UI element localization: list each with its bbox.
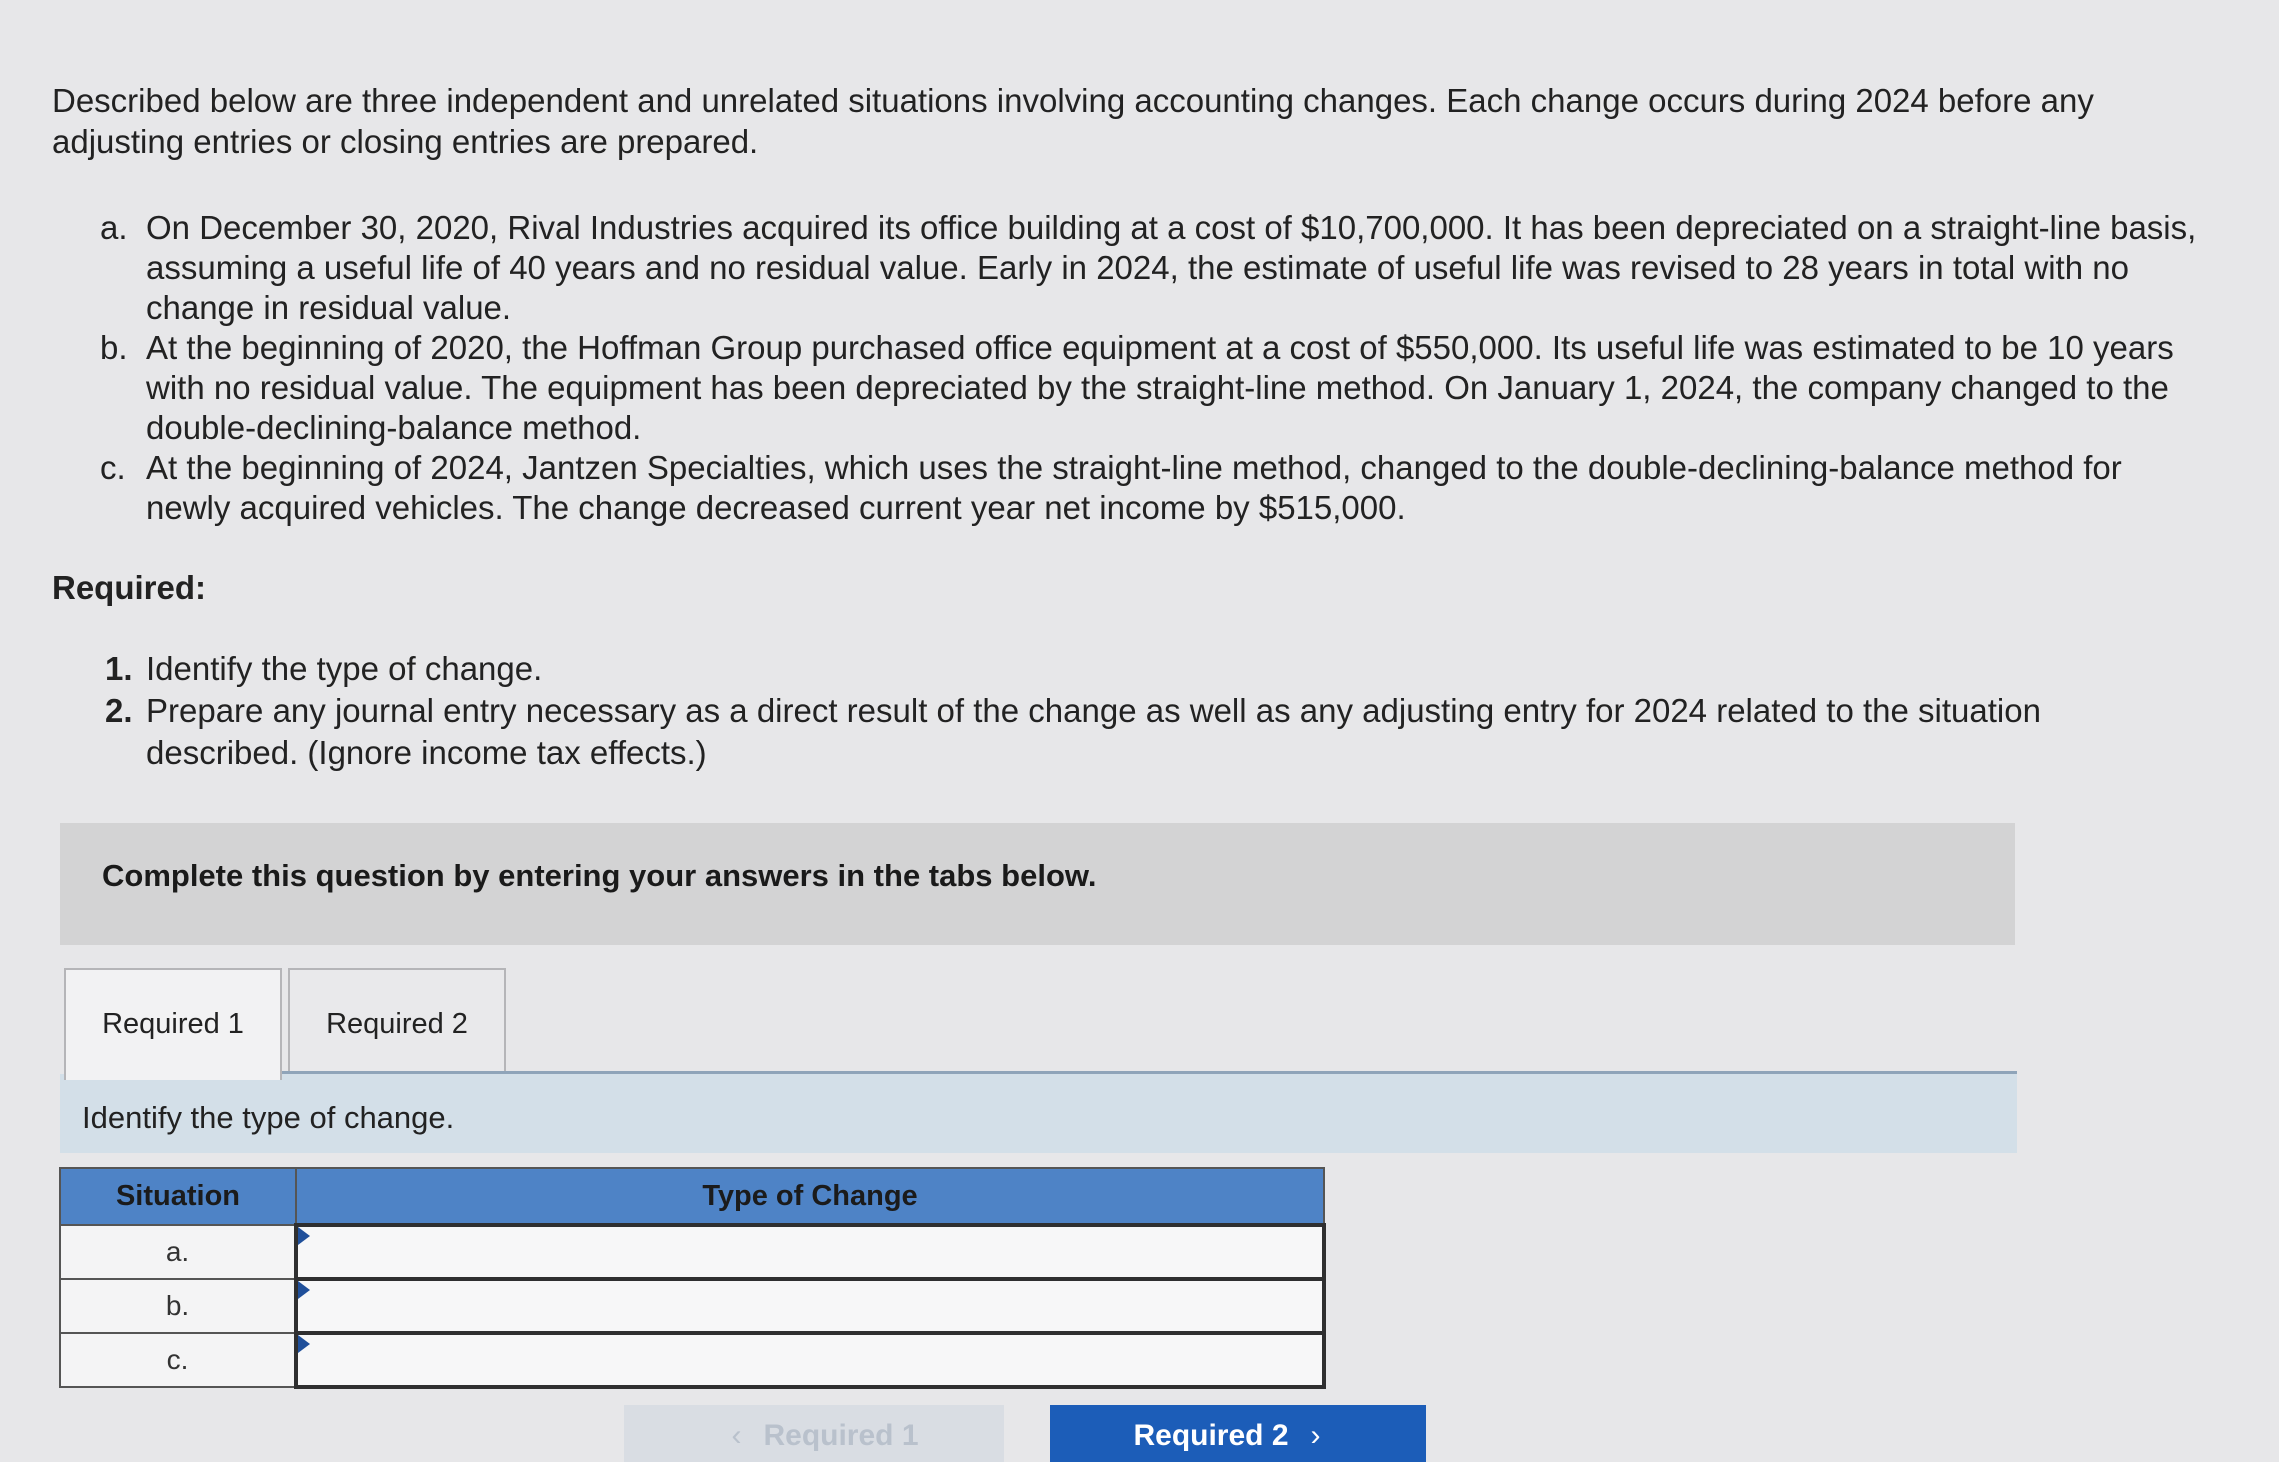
previous-button-label: Required 1: [763, 1419, 919, 1452]
type-of-change-dropdown[interactable]: [296, 1333, 1324, 1387]
next-button-label: Required 2: [1133, 1419, 1289, 1452]
column-header-situation: Situation: [60, 1168, 296, 1225]
situation-letter: b.: [100, 329, 128, 366]
situations-list: [100, 208, 2200, 528]
required-heading: Required:: [52, 569, 207, 606]
chevron-left-icon: ‹: [731, 1419, 742, 1452]
situation-letter: c.: [100, 449, 126, 486]
tab-required-1[interactable]: Required 1: [64, 968, 282, 1080]
situation-item-a: [100, 208, 2200, 328]
chevron-right-icon: ›: [1310, 1419, 1321, 1452]
required-item-2: [105, 690, 2105, 774]
dropdown-indicator-icon: [298, 1281, 310, 1299]
situation-cell: b.: [60, 1279, 296, 1333]
instruction-bar: Complete this question by entering your answers in the tabs below.: [60, 823, 2015, 945]
table-row: [60, 1279, 1324, 1333]
dropdown-indicator-icon: [298, 1227, 310, 1245]
situation-item-c: [100, 448, 2200, 528]
situation-text: At the beginning of 2024, Jantzen Specialties, which uses the straight-line method, changed to the double-declining-balance method for newly acquired vehicles. The change decreased current year net income by $515,000.: [146, 449, 2122, 526]
required-text: Identify the type of change.: [146, 650, 543, 687]
next-required-button[interactable]: [1050, 1405, 1426, 1462]
tab-required-2[interactable]: Required 2: [288, 968, 506, 1074]
answer-table: [59, 1167, 1326, 1389]
type-of-change-dropdown[interactable]: [296, 1225, 1324, 1279]
tab-panel-prompt: Identify the type of change.: [60, 1074, 2017, 1153]
required-list: [105, 648, 2105, 774]
required-number: 2.: [105, 692, 133, 729]
column-header-type-of-change: Type of Change: [296, 1168, 1324, 1225]
required-item-1: [105, 648, 2105, 690]
situation-text: At the beginning of 2020, the Hoffman Group purchased office equipment at a cost of $550,000. Its useful life was estimated to be 10 years with no residual value. The equipment has been depreciated by the straight-line method. On January 1, 2024, the company changed to the double-declining-balance method.: [146, 329, 2174, 446]
situation-letter: a.: [100, 209, 128, 246]
previous-required-button[interactable]: [624, 1405, 1004, 1462]
situation-cell: a.: [60, 1225, 296, 1279]
required-number: 1.: [105, 650, 133, 687]
table-row: [60, 1225, 1324, 1279]
type-of-change-dropdown[interactable]: [296, 1279, 1324, 1333]
dropdown-indicator-icon: [298, 1335, 310, 1353]
table-row: [60, 1333, 1324, 1387]
required-text: Prepare any journal entry necessary as a direct result of the change as well as any adjusting entry for 2024 related to the situation described. (Ignore income tax effects.): [146, 692, 2041, 771]
situation-item-b: [100, 328, 2200, 448]
intro-text: Described below are three independent and unrelated situations involving accounting changes. Each change occurs during 2024 before any adjusting entries or closing entries are prepared.: [52, 82, 2094, 160]
situation-cell: c.: [60, 1333, 296, 1387]
table-header-row: [60, 1168, 1324, 1225]
situation-text: On December 30, 2020, Rival Industries acquired its office building at a cost of $10,700,000. It has been depreciated on a straight-line basis, assuming a useful life of 40 years and no residual value. Early in 2024, the estimate of useful life was revised to 28 years in total with no change in residual value.: [146, 209, 2197, 326]
